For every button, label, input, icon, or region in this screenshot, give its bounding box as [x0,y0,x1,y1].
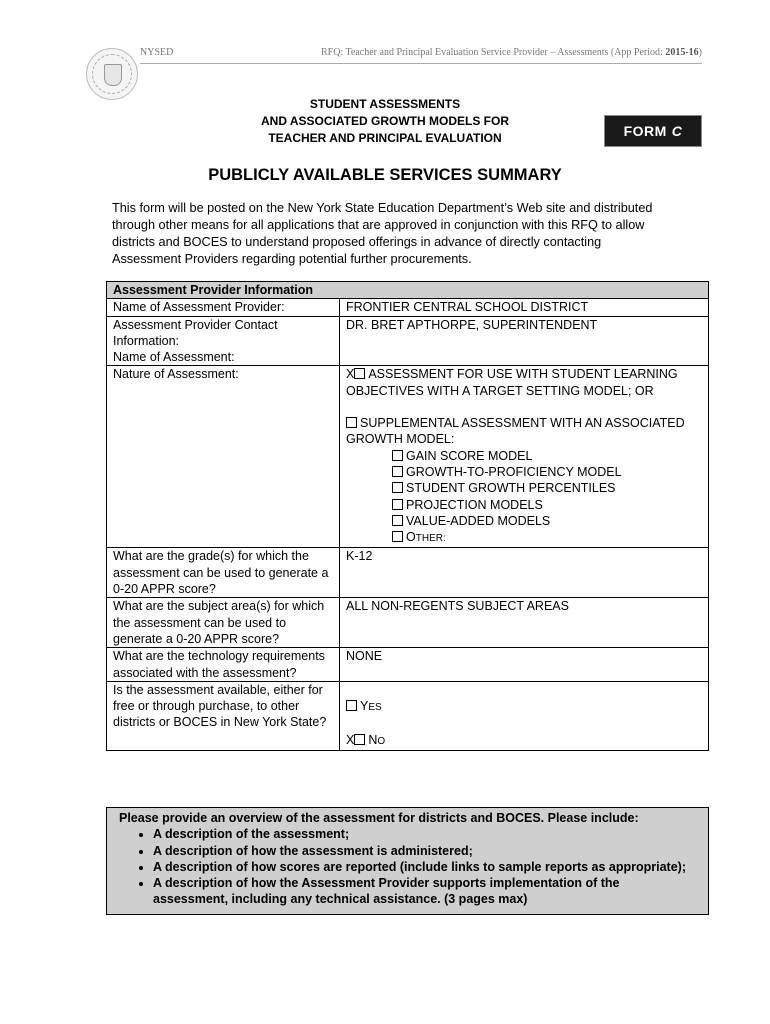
sub-option-growth-to-proficiency [392,464,702,480]
header-rfq-suffix: ) [698,47,702,58]
header-rfq-title [310,47,702,58]
header-app-period: 2015-16 [665,47,699,58]
sub-option-label: STUDENT GROWTH PERCENTILES [406,481,616,496]
sub-option-projection-models [392,497,702,513]
other-label-first: O [406,530,416,545]
sub-option-other [392,529,702,547]
checkbox-value-added-models[interactable] [392,515,403,526]
contact-label: Assessment Provider Contact Information: [113,317,278,348]
subjects-value[interactable]: ALL NON-REGENTS SUBJECT AREAS [340,598,709,648]
form-badge-word: FORM [623,123,667,139]
availability-options-cell [340,681,709,751]
sub-option-gain-score [392,448,702,464]
overview-heading: Please provide an overview of the assessment for districts and BOCES. Please include: [119,811,639,825]
assessment-name-label: Name of Assessment: [113,350,235,365]
provider-info-table [106,281,709,751]
technology-label: What are the technology requirements associated with the assessment? [107,648,340,682]
table-row [107,681,709,751]
table-row [107,548,709,598]
checkbox-mark: X [346,733,355,748]
form-badge-letter: C [671,123,683,139]
checkbox-gain-score[interactable] [392,450,403,461]
checkbox-projection-models[interactable] [392,499,403,510]
overview-bullet-list [119,826,698,907]
option-supplemental-assessment [346,415,702,448]
sub-option-label: PROJECTION MODELS [406,497,543,512]
provider-name-value[interactable]: FRONTIER CENTRAL SCHOOL DISTRICT [340,299,709,316]
yes-label-first: Y [360,698,369,713]
sub-option-label: GAIN SCORE MODEL [406,448,533,463]
list-item: • A description of how the Assessment Provider supports implementation of the assessment, including any technical assistance. (3 pages max) [153,875,698,908]
header-divider [140,63,702,64]
sub-option-student-growth-percentiles [392,480,702,496]
sub-option-label: VALUE-ADDED MODELS [406,513,551,528]
checkbox-supplemental-assessment[interactable] [346,417,357,428]
sub-option-label: GROWTH-TO-PROFICIENCY MODEL [406,464,622,479]
document-title-block [240,96,530,147]
yes-label-rest: ES [368,701,382,713]
title-line-3: TEACHER AND PRINCIPAL EVALUATION [268,131,502,145]
checkbox-student-growth-percentiles[interactable] [392,482,403,493]
list-item: • A description of the assessment; [153,826,698,842]
header-rfq-prefix: RFQ: Teacher and Principal Evaluation Service Provider – Assessments (App Period: [320,47,666,58]
checkbox-mark: X [346,367,355,382]
list-item: • A description of how scores are reported (include links to sample reports as appropriate); [153,859,698,875]
form-c-badge [604,115,702,147]
option-slo-label: ASSESSMENT FOR USE WITH STUDENT LEARNING OBJECTIVES WITH A TARGET SETTING MODEL; OR [346,367,678,398]
table-row [107,316,709,366]
grades-value[interactable]: K-12 [340,548,709,598]
other-label-rest: THER: [415,533,446,545]
growth-model-options [346,448,702,548]
no-label-rest: O [377,736,386,748]
contact-label-cell [107,316,340,366]
checkbox-growth-to-proficiency[interactable] [392,466,403,477]
provider-name-label: Name of Assessment Provider: [107,299,340,316]
title-line-2: AND ASSOCIATED GROWTH MODELS FOR [261,114,509,128]
option-no [346,732,702,750]
no-label-first: N [368,733,378,748]
checkbox-yes[interactable] [346,700,357,711]
nature-options-cell [340,366,709,548]
subjects-label: What are the subject area(s) for which the assessment can be used to generate a 0-20 APPR score? [107,598,340,648]
option-supplemental-label: SUPPLEMENTAL ASSESSMENT WITH AN ASSOCIATED GROWTH MODEL: [346,416,685,447]
grades-label: What are the grade(s) for which the assessment can be used to generate a 0-20 APPR score? [107,548,340,598]
overview-instructions-box [106,807,709,915]
table-header-row [107,282,709,299]
page-title: PUBLICLY AVAILABLE SERVICES SUMMARY [208,166,562,184]
title-line-1: STUDENT ASSESSMENTS [309,97,461,111]
availability-label: Is the assessment available, either for free or through purchase, to other districts or BOCES in New York State? [107,681,340,751]
list-item: • A description of how the assessment is administered; [153,843,698,859]
contact-value[interactable]: DR. BRET APTHORPE, SUPERINTENDENT [340,316,709,366]
option-slo-assessment [346,366,702,399]
section-header: Assessment Provider Information [107,282,709,299]
nysed-seal-logo [86,48,138,100]
header-agency: NYSED [140,47,174,58]
checkbox-other[interactable] [392,531,403,542]
nature-label: Nature of Assessment: [107,366,340,548]
sub-option-value-added-models [392,513,702,529]
checkbox-no[interactable] [354,734,365,745]
technology-value[interactable]: NONE [340,648,709,682]
option-yes [346,698,702,716]
table-row [107,648,709,682]
intro-paragraph: This form will be posted on the New York State Education Department’s Web site and distributed through other means for all applications that are approved in conjunction with this RFQ to allow districts and BOCES to understand proposed offerings in advance of directly contacting Assessment Providers regarding potential further procurements. [112,201,653,266]
checkbox-slo-assessment[interactable] [354,368,365,379]
table-row [107,366,709,548]
table-row [107,598,709,648]
table-row [107,299,709,316]
